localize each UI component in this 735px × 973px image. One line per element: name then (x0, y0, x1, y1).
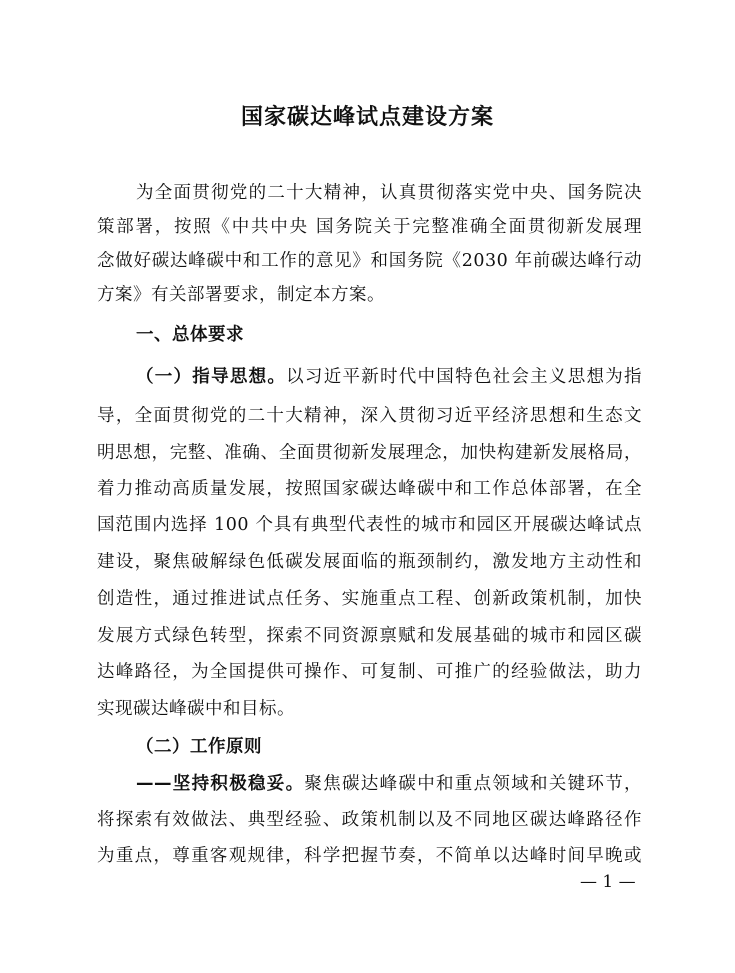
principle-label: ——坚持积极稳妥。 (136, 774, 305, 794)
page-title: 国家碳达峰试点建设方案 (240, 104, 494, 130)
paragraph-line: 国范围内选择 100 个具有典型代表性的城市和园区开展碳达峰试点 (97, 515, 642, 535)
paragraph-line: 达峰路径，为全国提供可操作、可复制、可推广的经验做法，助力 (97, 662, 642, 682)
paragraph-text: 聚焦碳达峰碳中和重点领域和关键环节， (304, 774, 643, 794)
subsection-heading: （二）工作原则 (136, 737, 262, 757)
paragraph-line: 将探索有效做法、典型经验、政策机制以及不同地区碳达峰路径作 (97, 810, 642, 830)
paragraph-line: 建设，聚焦破解绿色低碳发展面临的瓶颈制约，激发地方主动性和 (97, 552, 642, 572)
section-heading: 一、总体要求 (136, 325, 244, 345)
paragraph-line: 方案》有关部署要求，制定本方案。 (97, 285, 385, 305)
paragraph-line (136, 772, 642, 796)
paragraph-line: 创造性，通过推进试点任务、实施重点工程、创新政策机制，加快 (97, 589, 642, 609)
paragraph-line: 策部署，按照《中共中央 国务院关于完整准确全面贯彻新发展理 (97, 217, 642, 237)
paragraph-line: 念做好碳达峰碳中和工作的意见》和国务院《2030 年前碳达峰行动 (97, 251, 642, 271)
paragraph-line (136, 365, 642, 389)
paragraph-line: 实现碳达峰碳中和目标。 (97, 699, 295, 719)
paragraph-line: 为重点，尊重客观规律，科学把握节奏，不简单以达峰时间早晚或 (97, 846, 642, 866)
paragraph-text: 以习近平新时代中国特色社会主义思想为指 (286, 367, 643, 387)
subsection-heading: （一）指导思想。 (136, 367, 287, 387)
paragraph-line: 为全面贯彻党的二十大精神，认真贯彻落实党中央、国务院决 (136, 183, 642, 203)
paragraph-line: 发展方式绿色转型，探索不同资源禀赋和发展基础的城市和园区碳 (97, 626, 642, 646)
paragraph-line: 明思想，完整、准确、全面贯彻新发展理念，加快构建新发展格局， (97, 443, 642, 463)
paragraph-line: 着力推动高质量发展，按照国家碳达峰碳中和工作总体部署，在全 (97, 479, 642, 499)
paragraph-line: 导，全面贯彻党的二十大精神，深入贯彻习近平经济思想和生态文 (97, 406, 642, 426)
page-number: — 1 — (580, 872, 636, 892)
